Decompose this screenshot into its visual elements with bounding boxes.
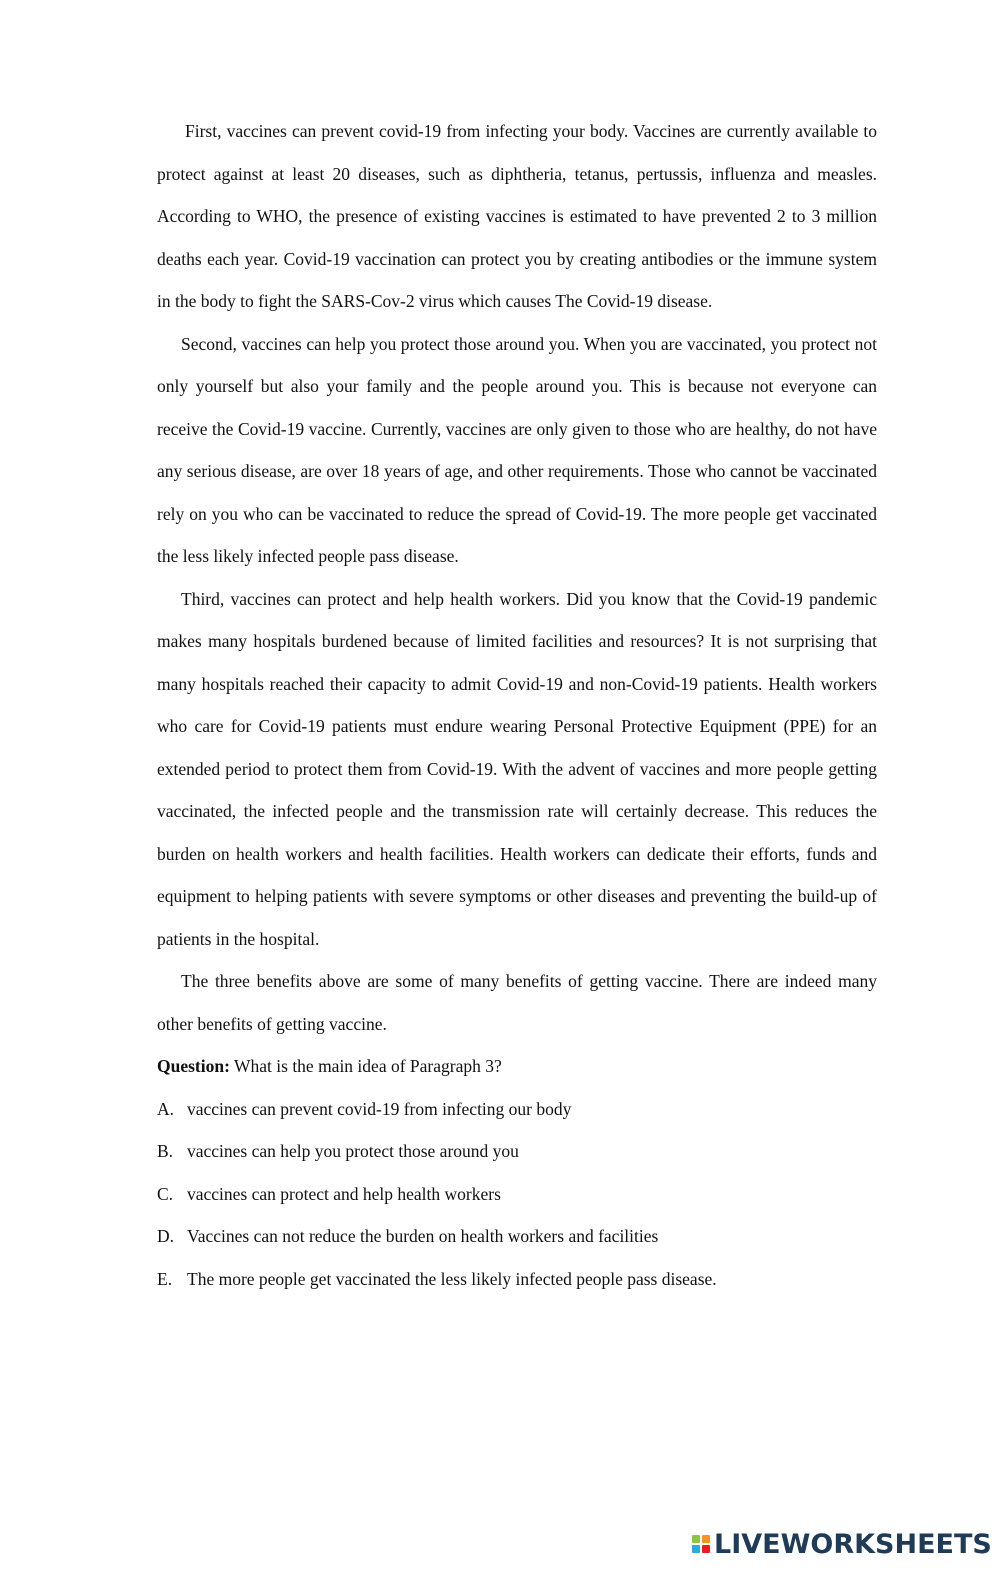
question-text: What is the main idea of Paragraph 3? (229, 1056, 502, 1076)
option-letter: D. (157, 1226, 175, 1246)
answer-options (157, 1088, 877, 1301)
question-label: Question: (157, 1056, 230, 1076)
option-text: The more people get vaccinated the less likely infected people pass disease. (187, 1268, 717, 1289)
document-body (157, 110, 877, 1300)
option-text: vaccines can protect and help health workers (187, 1183, 501, 1204)
liveworksheets-logo (692, 1528, 992, 1560)
question (157, 1045, 877, 1088)
option-text: vaccines can help you protect those around you (187, 1141, 519, 1161)
option-text: Vaccines can not reduce the burden on health workers and facilities (187, 1226, 659, 1246)
option-letter: B. (157, 1141, 174, 1161)
option-b[interactable] (157, 1130, 877, 1173)
paragraph-2: Second, vaccines can help you protect those around you. When you are vaccinated, you protect not only yourself but also your family and the people around you. This is because not everyone can receive the Covid-19 vaccine. Currently, vaccines are only given to those who are healthy, do not have any serious disease, are over 18 years of age, and other requirements. Those who cannot be vaccinated rely on you who can be vaccinated to reduce the spread of Covid-19. The more people get vaccinated the less likely infected people pass disease. (157, 333, 877, 566)
option-c[interactable] (157, 1173, 877, 1216)
paragraph-3: Third, vaccines can protect and help health workers. Did you know that the Covid-19 pandemic makes many hospitals burdened because of limited facilities and resources? It is not surprising that many hospitals reached their capacity to admit Covid-19 and non-Covid-19 patients. Health workers who care for Covid-19 patients must endure wearing Personal Protective Equipment (PPE) for an extended period to protect them from Covid-19. With the advent of vaccines and more people getting vaccinated, the infected people and the transmission rate will certainly decrease. This reduces the burden on health workers and health facilities. Health workers can dedicate their efforts, funds and equipment to helping patients with severe symptoms or other diseases and preventing the build-up of patients in the hospital. (157, 588, 877, 949)
option-text: vaccines can prevent covid-19 from infecting our body (187, 1098, 572, 1119)
option-letter: C. (157, 1183, 174, 1204)
logo-text: LIVEWORKSHEETS (714, 1528, 992, 1560)
paragraph-1: First, vaccines can prevent covid-19 from infecting your body. Vaccines are currently available to protect against at least 20 diseases, such as diphtheria, tetanus, pertussis, influenza and measles. According to WHO, the presence of existing vaccines is estimated to have prevented 2 to 3 million deaths each year. Covid-19 vaccination can protect you by creating antibodies or the immune system in the body to fight the SARS-Cov-2 virus which causes The Covid-19 disease. (157, 121, 877, 311)
liveworksheets-logo-icon (692, 1535, 710, 1553)
option-letter: E. (157, 1268, 173, 1289)
option-letter: A. (157, 1098, 175, 1119)
option-a[interactable] (157, 1088, 877, 1131)
option-e[interactable] (157, 1258, 877, 1301)
option-d[interactable] (157, 1215, 877, 1258)
paragraph-4: The three benefits above are some of many benefits of getting vaccine. There are indeed many other benefits of getting vaccine. (157, 971, 877, 1034)
